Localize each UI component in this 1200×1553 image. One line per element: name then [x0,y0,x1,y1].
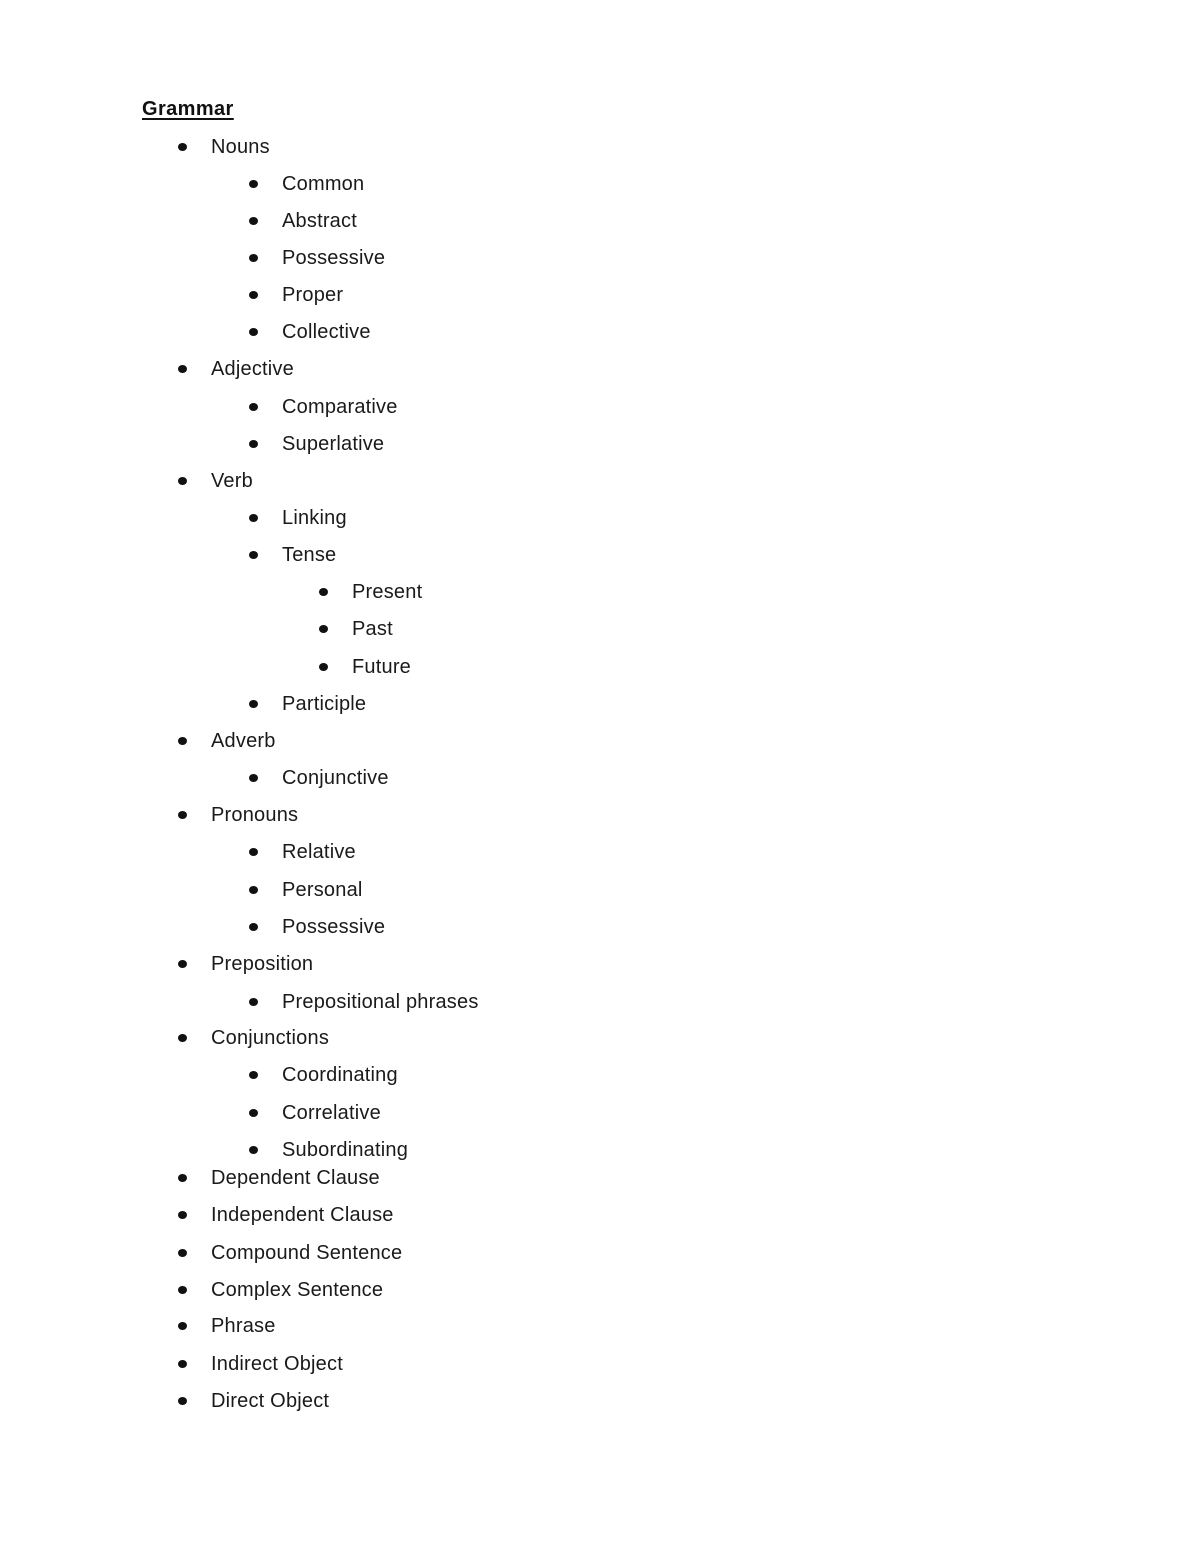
bullet-icon [319,625,328,633]
bullet-icon [178,1286,187,1294]
list-item-label: Abstract [282,210,357,232]
bullet-icon [249,291,258,299]
list-item-label: Collective [282,321,371,343]
bullet-icon [249,403,258,411]
bullet-icon [249,886,258,894]
list-item-label: Participle [282,693,367,715]
list-item-label: Common [282,173,365,195]
list-item-label: Possessive [282,916,386,938]
list-item-label: Compound Sentence [211,1242,403,1264]
bullet-icon [178,1397,187,1405]
list-item-label: Personal [282,879,363,901]
list-item-label: Direct Object [211,1390,330,1412]
list-item-label: Preposition [211,953,314,975]
bullet-icon [249,1146,258,1154]
bullet-icon [249,998,258,1006]
list-item-label: Relative [282,841,356,863]
list-item-label: Present [352,581,423,603]
bullet-icon [178,811,187,819]
bullet-icon [249,700,258,708]
bullet-icon [249,848,258,856]
list-item-label: Adjective [211,358,294,380]
list-item-label: Proper [282,284,344,306]
bullet-icon [319,588,328,596]
bullet-icon [178,1034,187,1042]
list-item-label: Verb [211,470,253,492]
list-item-label: Superlative [282,433,385,455]
list-item-label: Linking [282,507,347,529]
list-item-label: Conjunctions [211,1027,330,1049]
bullet-icon [249,1071,258,1079]
bullet-icon [178,365,187,373]
bullet-icon [178,737,187,745]
list-item-label: Correlative [282,1102,381,1124]
list-item-label: Nouns [211,136,270,158]
bullet-icon [249,254,258,262]
bullet-icon [249,923,258,931]
list-item-label: Indirect Object [211,1353,343,1375]
bullet-icon [249,217,258,225]
list-item-label: Coordinating [282,1064,398,1086]
list-item-label: Dependent Clause [211,1167,380,1189]
bullet-icon [249,328,258,336]
list-item-label: Adverb [211,730,276,752]
bullet-icon [178,1174,187,1182]
bullet-icon [178,477,187,485]
bullet-icon [249,1109,258,1117]
list-item-label: Past [352,618,393,640]
list-item-label: Prepositional phrases [282,991,479,1013]
list-item-label: Independent Clause [211,1204,394,1226]
list-item-label: Phrase [211,1315,276,1337]
bullet-icon [319,663,328,671]
list-item-label: Future [352,656,412,678]
bullet-icon [178,1249,187,1257]
list-item-label: Tense [282,544,337,566]
list-item-label: Subordinating [282,1139,409,1161]
list-item-label: Comparative [282,396,398,418]
list-item-label: Conjunctive [282,767,389,789]
bullet-icon [178,1322,187,1330]
bullet-icon [178,1360,187,1368]
bullet-icon [178,143,187,151]
bullet-icon [249,440,258,448]
page-title: Grammar [142,98,234,120]
bullet-icon [178,1211,187,1219]
bullet-icon [249,514,258,522]
list-item-label: Possessive [282,247,386,269]
bullet-icon [249,551,258,559]
bullet-icon [178,960,187,968]
bullet-icon [249,774,258,782]
list-item-label: Pronouns [211,804,299,826]
list-item-label: Complex Sentence [211,1279,384,1301]
bullet-icon [249,180,258,188]
